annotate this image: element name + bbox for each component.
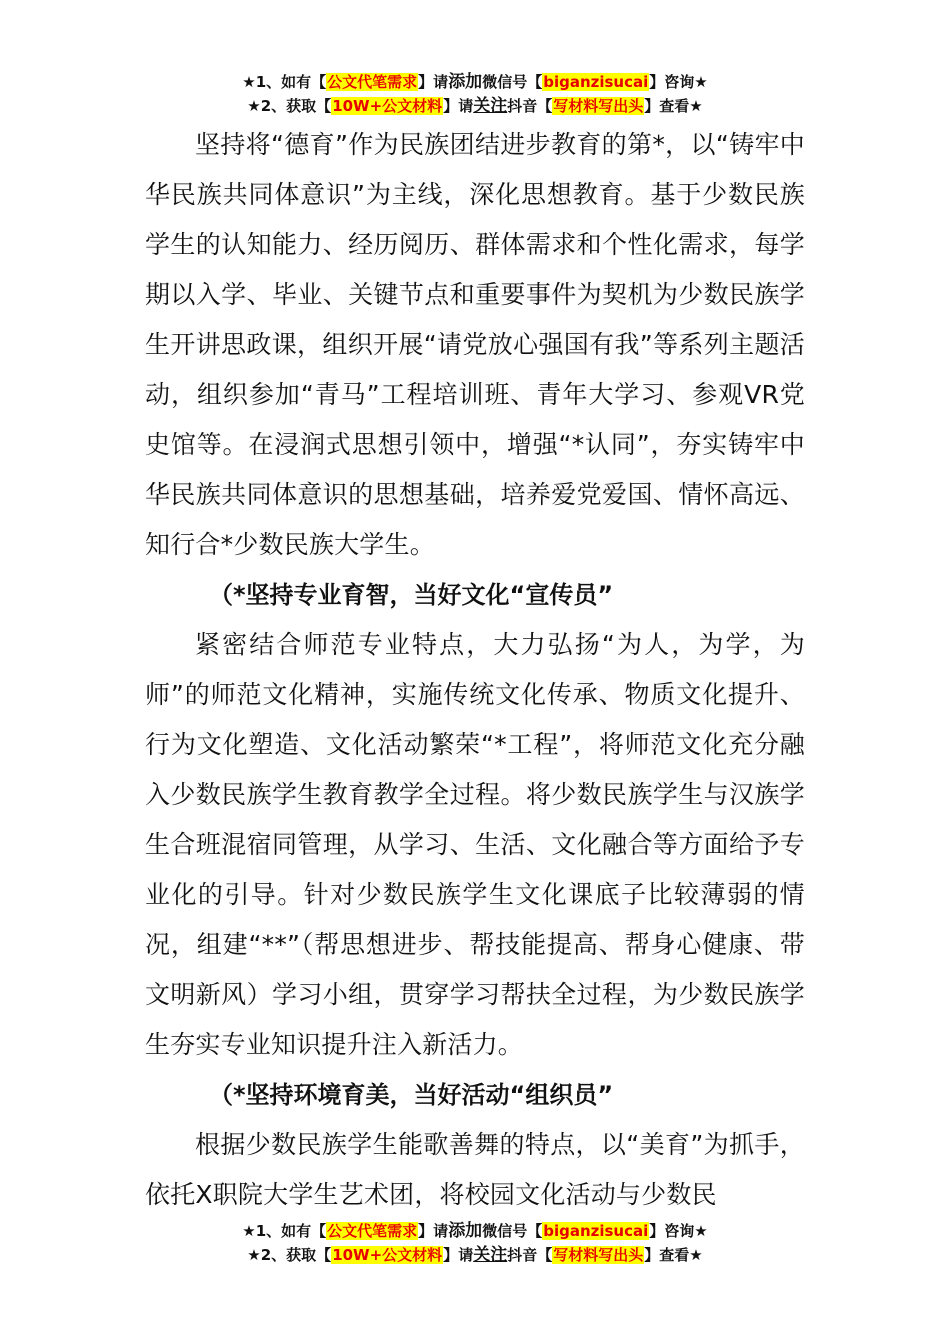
highlight-materials: 10W+公文材料 [332, 1246, 443, 1264]
section-heading-professional: （*坚持专业育智，当好文化“宣传员” [209, 581, 614, 609]
highlight-douyin: 写材料写出头 [553, 97, 644, 115]
notice-line-1: ★1、如有【公文代笔需求】请添加微信号【biganzisucai】咨询★ [242, 72, 708, 92]
highlight-materials: 10W+公文材料 [332, 97, 443, 115]
paragraph-environment: 根据少数民族学生能歌善舞的特点，以“美育”为抓手，依托X职院大学生艺术团，将校园文化活动与少数民 [145, 1130, 805, 1209]
section-heading-environment: （*坚持环境育美，当好活动“组织员” [209, 1081, 614, 1109]
notice-line-1: ★1、如有【公文代笔需求】请添加微信号【biganzisucai】咨询★ [242, 1221, 708, 1241]
highlight-douyin: 写材料写出头 [553, 1246, 644, 1264]
highlight-service: 公文代笔需求 [327, 73, 418, 91]
highlight-service: 公文代笔需求 [327, 1222, 418, 1240]
paragraph-moral-education: 坚持将“德育”作为民族团结进步教育的第*，以“铸牢中华民族共同体意识”为主线，深化思想教育。基于少数民族学生的认知能力、经历阅历、群体需求和个性化需求，每学期以入学、毕业、关键节点和重要事件为契机为少数民族学生开讲思政课，组织开展“请党放心强国有我”等系列主题活动，组织参加“青马”工程培训班、青年大学习、参观VR党史馆等。在浸润式思想引领中，增强“*认同”，夯实铸牢中华民族共同体意识的思想基础，培养爱党爱国、情怀高远、知行合*少数民族大学生。 [145, 130, 805, 559]
document-body [145, 120, 805, 1220]
notice-line-2: ★2、获取【10W+公文材料】请关注抖音【写材料写出头】查看★ [247, 96, 703, 116]
notice-line-2: ★2、获取【10W+公文材料】请关注抖音【写材料写出头】查看★ [247, 1245, 703, 1265]
highlight-wechat-id: biganzisucai [543, 1222, 649, 1240]
highlight-wechat-id: biganzisucai [543, 73, 649, 91]
paragraph-professional: 紧密结合师范专业特点，大力弘扬“为人，为学，为师”的师范文化精神，实施传统文化传承、物质文化提升、行为文化塑造、文化活动繁荣“*工程”，将师范文化充分融入少数民族学生教育教学全过程。将少数民族学生与汉族学生合班混宿同管理，从学习、生活、文化融合等方面给予专业化的引导。针对少数民族学生文化课底子比较薄弱的情况，组建“**”（帮思想进步、帮技能提高、帮身心健康、带文明新风）学习小组，贯穿学习帮扶全过程，为少数民族学生夯实专业知识提升注入新活力。 [145, 630, 805, 1059]
header-notice [0, 70, 950, 118]
footer-notice [0, 1219, 950, 1267]
